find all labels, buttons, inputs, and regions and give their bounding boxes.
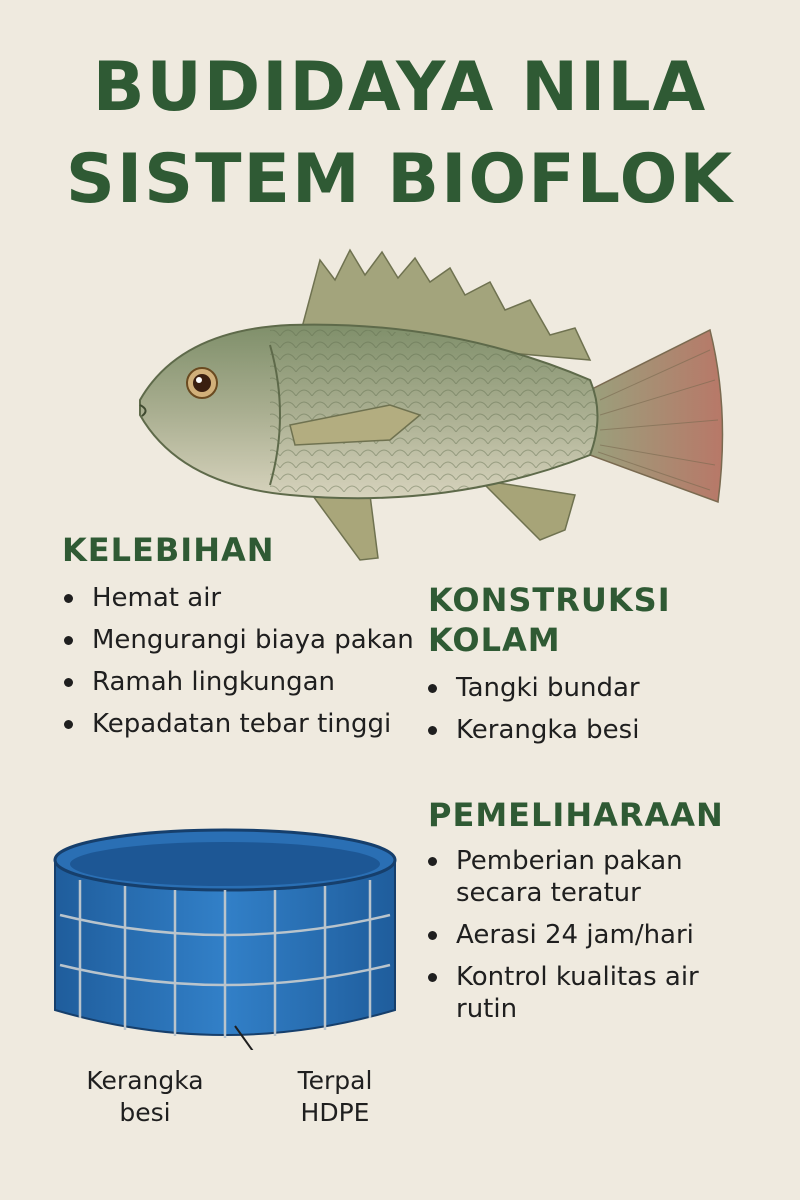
- bullet-icon: [64, 678, 73, 687]
- biofloc-tank-illustration: [40, 820, 410, 1050]
- list-item: Kepadatan tebar tinggi: [58, 708, 418, 740]
- title-line-2: SISTEM BIOFLOK: [65, 140, 735, 219]
- liner-label-line-1: Terpal: [297, 1066, 373, 1095]
- bullet-icon: [64, 720, 73, 729]
- konstruksi-heading-line-1: KONSTRUKSI: [428, 581, 671, 619]
- konstruksi-heading-line-2: KOLAM: [428, 621, 561, 659]
- frame-label-line-2: besi: [119, 1098, 171, 1127]
- bullet-icon: [428, 857, 437, 866]
- list-item: Ramah lingkungan: [58, 666, 418, 698]
- list-item: Kontrol kualitas air rutin: [422, 961, 752, 1025]
- pemeliharaan-heading: PEMELIHARAAN: [428, 796, 724, 834]
- bullet-icon: [64, 636, 73, 645]
- bullet-icon: [64, 594, 73, 603]
- frame-label-line-1: Kerangka: [86, 1066, 204, 1095]
- list-item: Hemat air: [58, 582, 418, 614]
- tail-fin: [590, 330, 723, 502]
- anal-fin: [480, 480, 575, 540]
- bullet-icon: [428, 684, 437, 693]
- bullet-icon: [428, 931, 437, 940]
- bullet-icon: [428, 726, 437, 735]
- title-line-1: BUDIDAYA NILA: [92, 48, 708, 127]
- pemeliharaan-list: [422, 845, 752, 1035]
- list-item: Aerasi 24 jam/hari: [422, 919, 752, 951]
- kelebihan-list: [58, 582, 418, 750]
- list-item: Pemberian pakan secara teratur: [422, 845, 752, 909]
- tilapia-fish-illustration: [120, 240, 740, 570]
- list-item: Kerangka besi: [422, 714, 782, 746]
- bullet-icon: [428, 973, 437, 982]
- list-item: Tangki bundar: [422, 672, 782, 704]
- konstruksi-list: [422, 672, 782, 756]
- list-item: Mengurangi biaya pakan: [58, 624, 418, 656]
- kelebihan-heading: KELEBIHAN: [62, 531, 275, 569]
- liner-label-line-2: HDPE: [300, 1098, 370, 1127]
